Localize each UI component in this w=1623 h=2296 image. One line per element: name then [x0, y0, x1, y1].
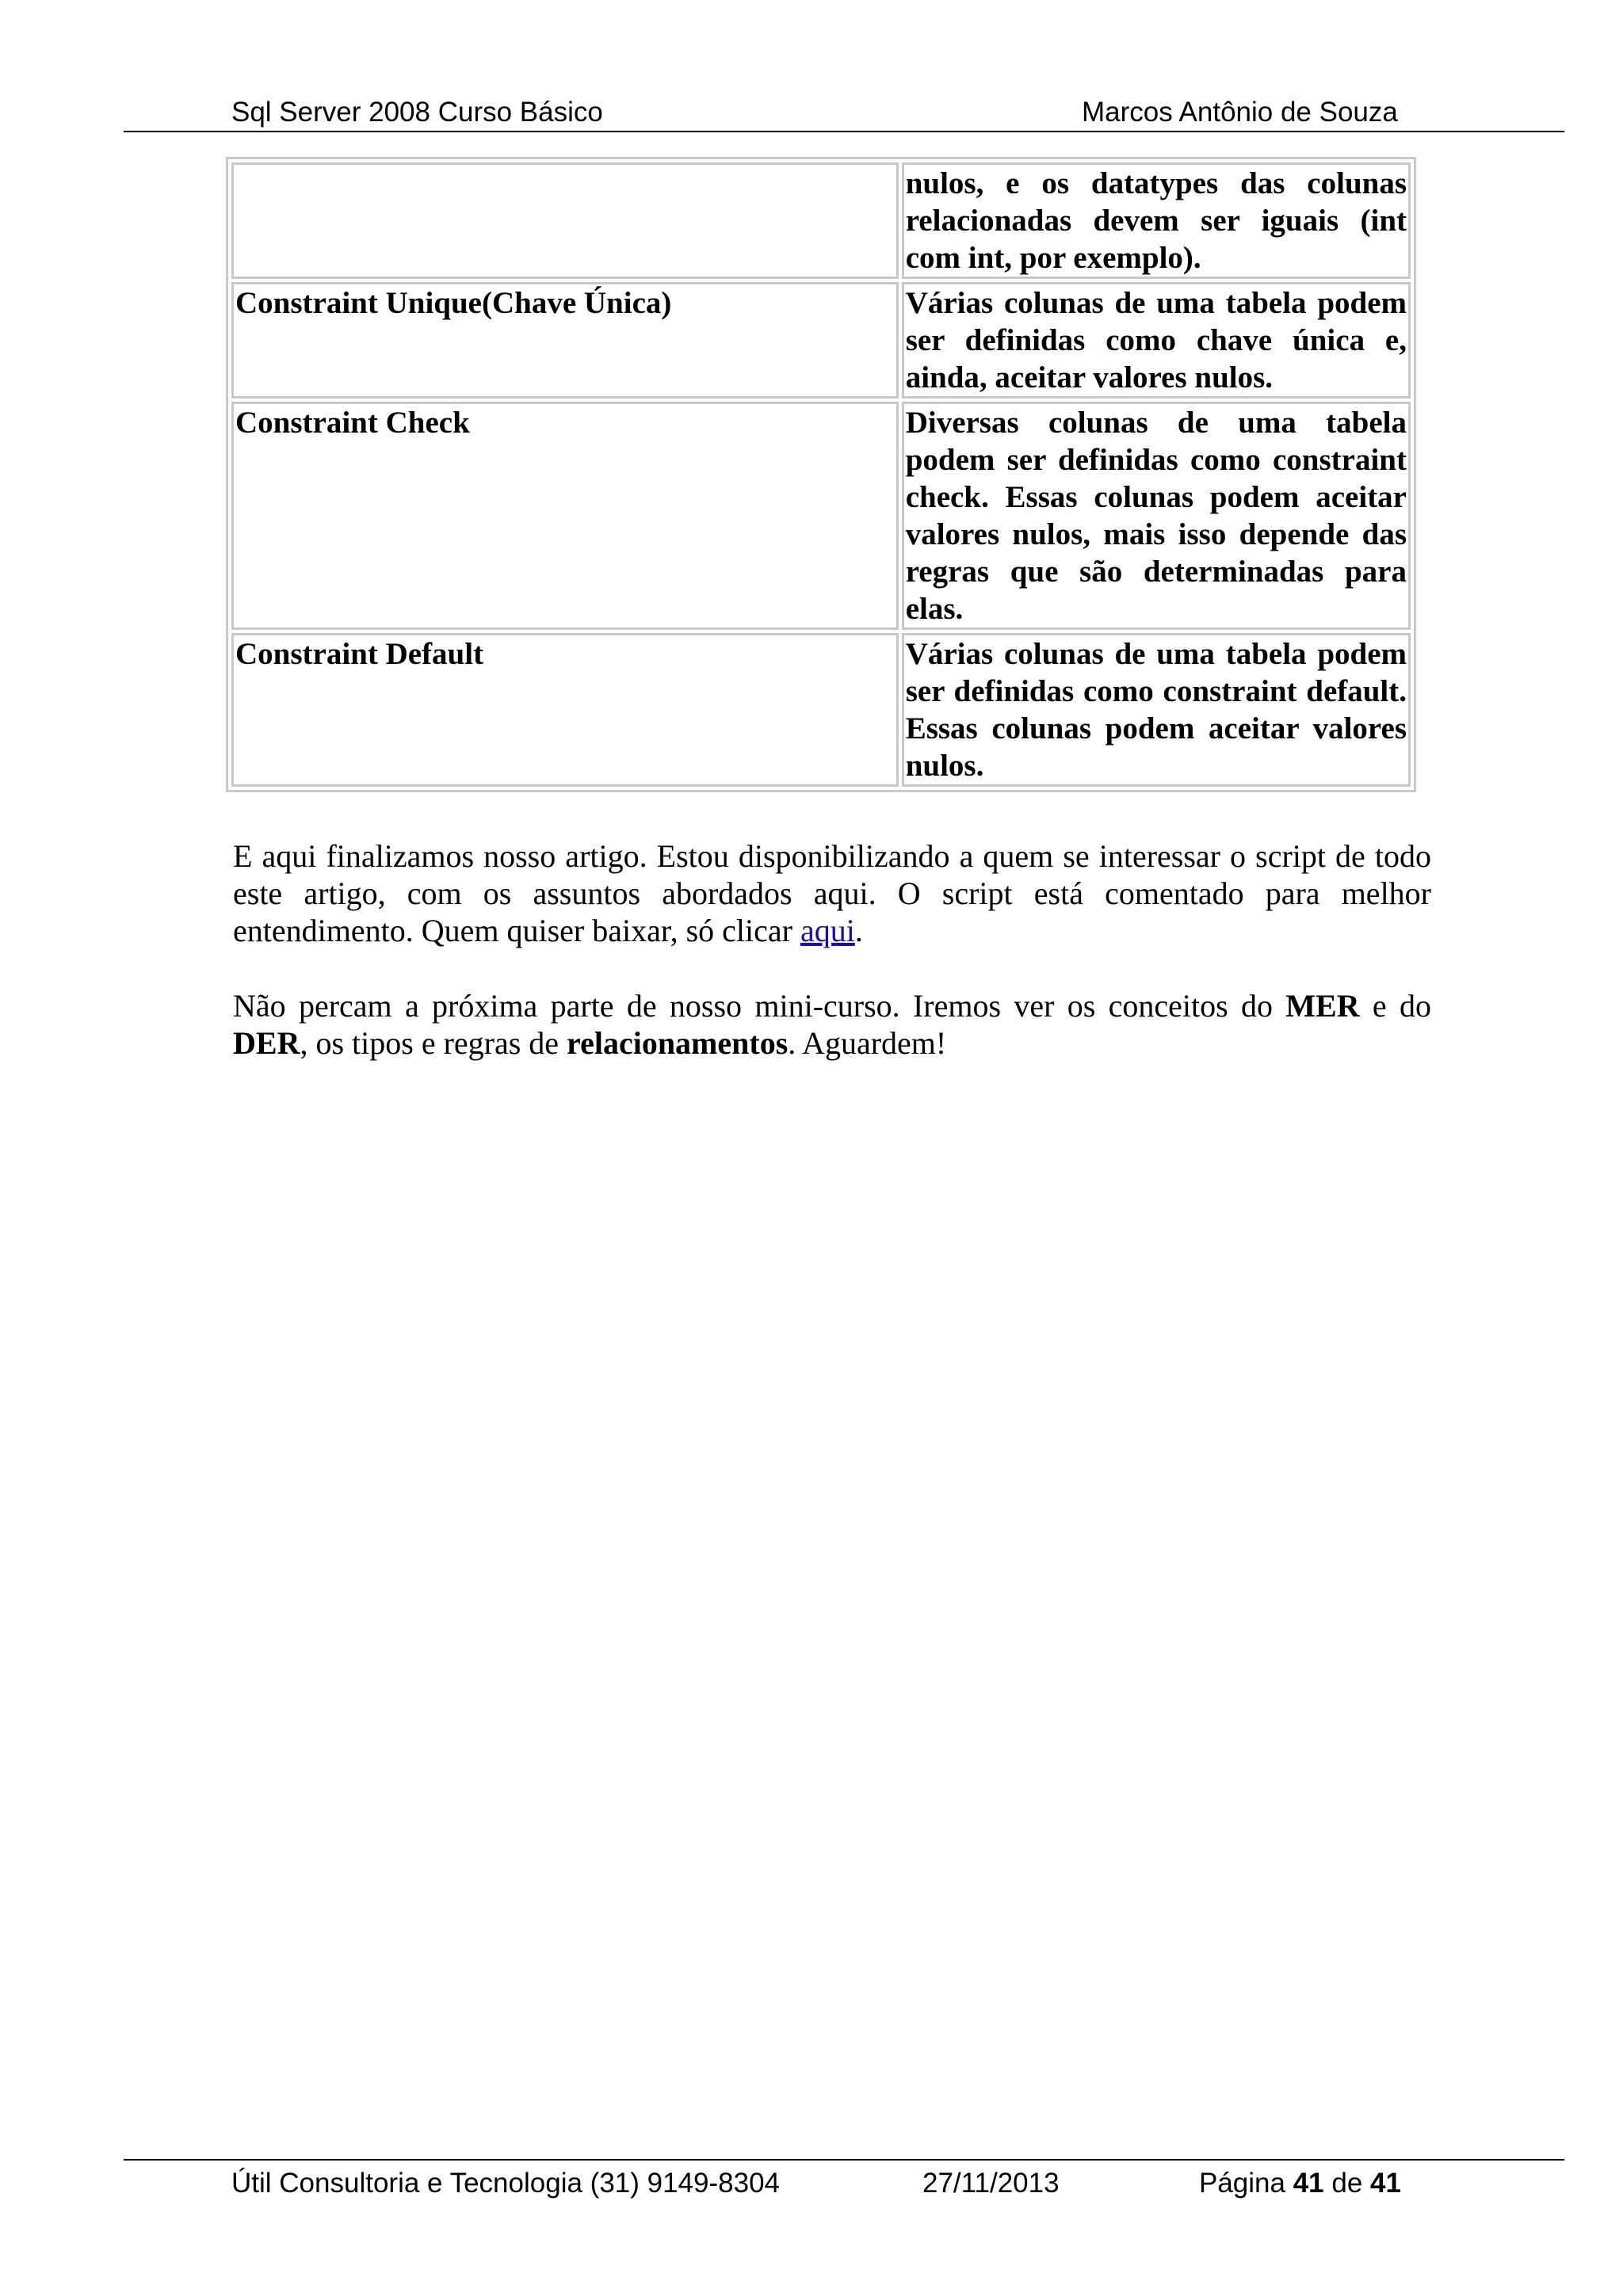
constraint-description-cell: Várias colunas de uma tabela podem ser definidas como constraint default. Essas colunas podem aceitar valores nulos.: [902, 633, 1411, 787]
constraint-name-cell: [231, 162, 899, 279]
next-part-text-1: Não percam a próxima parte de nosso mini-curso. Iremos ver os conceitos do: [233, 988, 1286, 1024]
constraint-name-cell: Constraint Check: [231, 402, 899, 630]
closing-paragraph: [233, 837, 1431, 949]
header-title: Sql Server 2008 Curso Básico: [231, 97, 603, 128]
footer-company: Útil Consultoria e Tecnologia (31) 9149-8304: [231, 2168, 781, 2199]
page-header: [124, 0, 1623, 136]
header-divider: [124, 131, 1564, 132]
closing-paragraph-end: .: [854, 913, 863, 948]
footer-divider: [124, 2159, 1564, 2161]
next-part-text-2: e do: [1359, 988, 1431, 1024]
constraint-description-cell: nulos, e os datatypes das colunas relacionadas devem ser iguais (int com int, por exemplo).: [902, 162, 1411, 279]
constraint-description-cell: Diversas colunas de uma tabela podem ser definidas como constraint check. Essas colunas podem aceitar valores nulos, mais isso depende das regras que são determinadas para elas.: [902, 402, 1411, 630]
table-row: [231, 402, 1411, 630]
mer-term: MER: [1285, 988, 1360, 1024]
constraint-name-cell: Constraint Default: [231, 633, 899, 787]
footer-page-number: [1199, 2167, 1401, 2200]
next-part-text-3: , os tipos e regras de: [300, 1025, 567, 1061]
der-term: DER: [233, 1025, 300, 1061]
next-part-text-4: . Aguardem!: [788, 1025, 947, 1061]
table-row: [231, 633, 1411, 787]
next-part-paragraph: [233, 987, 1431, 1062]
table-row: [231, 162, 1411, 279]
constraints-table: [226, 157, 1416, 792]
page-total: 41: [1370, 2168, 1401, 2199]
table-row: [231, 282, 1411, 399]
footer-date: 27/11/2013: [922, 2168, 1060, 2199]
constraint-description-cell: Várias colunas de uma tabela podem ser definidas como chave única e, ainda, aceitar valores nulos.: [902, 282, 1411, 399]
page-of: de: [1323, 2168, 1371, 2199]
page-current: 41: [1293, 2168, 1324, 2199]
header-author: Marcos Antônio de Souza: [1082, 97, 1398, 128]
download-link[interactable]: aqui: [800, 913, 855, 948]
closing-paragraph-text: E aqui finalizamos nosso artigo. Estou disponibilizando a quem se interessar o script de todo este artigo, com os assuntos abordados aqui. O script está comentado para melhor entendimento. Quem quiser baixar, só clicar: [233, 838, 1431, 948]
constraint-name-cell: Constraint Unique(Chave Única): [231, 282, 899, 399]
relationships-term: relacionamentos: [567, 1025, 789, 1061]
page-label: Página: [1199, 2168, 1293, 2199]
